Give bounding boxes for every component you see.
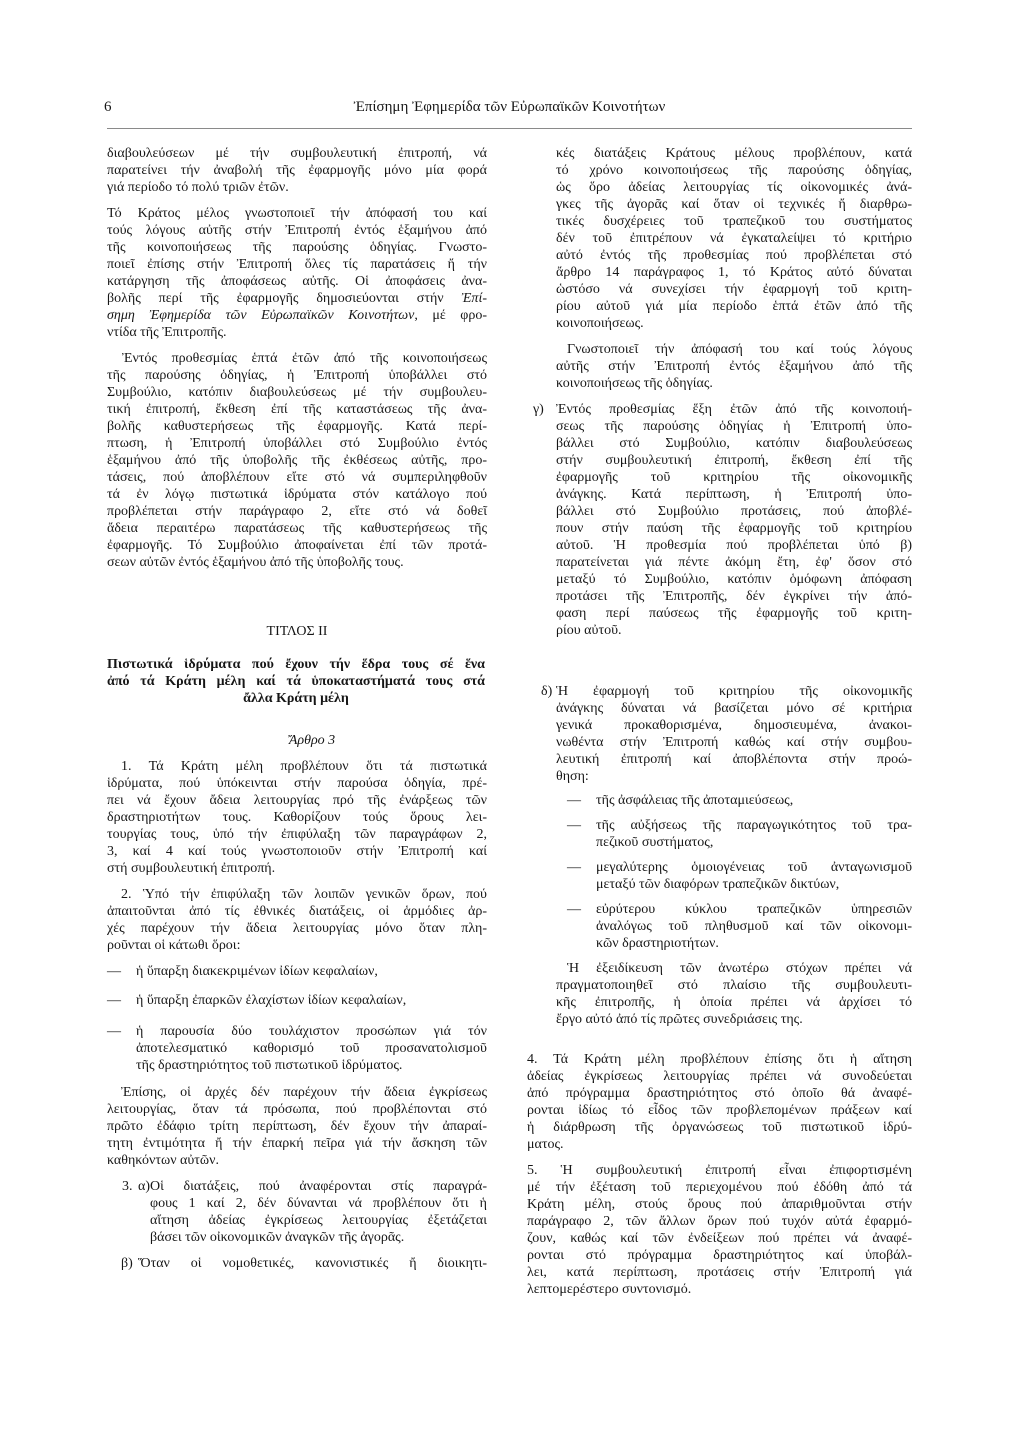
text-line: Ἐπίσης, οἱ ἀρχές δέν παρέχουν τήν ἄδεια ἐγκρίσεως [121, 1085, 487, 1100]
text-line: φαση περί παύσεως τῆς ἐφαρμογῆς τοῦ κριτη- [556, 606, 912, 621]
text-line: ἑξαμήνου ἀπό τῆς ὑποβολῆς τῆς ἐκθέσεως αὐτῆς, προ- [107, 453, 487, 468]
text-line: νωθέντα στήν Ἐπιτροπή καθώς καί στήν συμβου- [556, 735, 912, 750]
text-line: τική ἐπιτροπή, ἔκθεση ἐπί τῆς καταστάσεως τῆς ἀνα- [107, 402, 487, 417]
text-line: Ἡ ἐφαρμογή τοῦ κριτηρίου τῆς οἰκονομικῆς [556, 684, 912, 699]
text-line: τικές δυσχέρειες τοῦ τραπεζικοῦ του συστήματος [556, 214, 912, 229]
text-line: ἡ διάρθρωση τῆς ὀργανώσεως τοῦ πιστωτικοῦ ἱδρύ- [527, 1120, 912, 1135]
text-line: κῆς ἐπιτροπῆς, ἡ ὁποία πρέπει νά ἀρχίσει τό [556, 995, 912, 1010]
dash-marker: — [107, 964, 121, 979]
dash-marker: — [107, 1024, 121, 1039]
text-line: κές διατάξεις Κράτους μέλους προβλέπουν, κατά [556, 146, 912, 161]
item-marker: γ) [533, 402, 544, 417]
item-marker: δ) [541, 684, 553, 699]
text-line: δραστηριοτήτων τους. Καθορίζουν τούς ὅρους λει- [107, 810, 487, 825]
text-line: τά ἐν λόγῳ πιστωτικά ἱδρύματα στόν κατάλογο πού [107, 487, 487, 502]
text-line: Ἐντός προθεσμίας ἕξη ἐτῶν ἀπό τῆς κοινοποιή- [556, 402, 912, 417]
text-line: κοινοποιήσεως. [556, 316, 644, 331]
text-line: μεγαλύτερης ὁμοιογένειας τοῦ ἀνταγωνισμοῦ [596, 860, 912, 875]
paragraph-4 [527, 1051, 912, 1153]
text-line: 4. Τά Κράτη μέλη προβλέπουν ἐπίσης ὅτι ἡ αἴτηση [527, 1052, 912, 1067]
dash-marker: — [107, 993, 121, 1008]
text-line: Κράτη μέλη, στούς ὅρους πού ἀπαριθμοῦνται στήν [527, 1197, 912, 1212]
text-line: μεταξύ τῶν διαφόρων τραπεζικῶν δικτύων, [596, 877, 840, 892]
item-marker: β) [121, 1256, 133, 1271]
paragraph-3a [122, 1178, 487, 1246]
text-line: διαβουλεύσεων μέ τήν συμβουλευτική ἐπιτροπή, νά [107, 146, 487, 161]
text-line: φους 1 καί 2, δέν δύνανται νά προβλέπουν ὅτι ἡ [150, 1196, 487, 1211]
item-c [533, 401, 912, 639]
text-line: ντίδα τῆς Ἐπιτροπῆς. [107, 325, 227, 340]
text-line [107, 290, 487, 307]
objective-item [567, 859, 912, 893]
text-line [107, 307, 487, 324]
text-line: Πιστωτικά ἱδρύματα πού ἔχουν τήν ἕδρα τους σέ ἕνα [107, 657, 485, 672]
text-line: ἱδρύματα, πού ὑπόκεινται στήν παρούσα ὁδηγία, πρέ- [107, 776, 487, 791]
text-line: ἀνάγκης. Κατά περίπτωση, ἡ Ἐπιτροπή ὑπο- [556, 487, 912, 502]
text-line: βολῆς καθυστερήσεως τῆς ἐφαρμογῆς. Κατά περί- [107, 419, 487, 434]
dash-marker: — [567, 793, 581, 808]
text-line: ἡ ὕπαρξη διακεκριμένων ἰδίων κεφαλαίων, [136, 964, 378, 979]
condition-item [107, 963, 487, 980]
item-text [138, 1255, 487, 1272]
item-marker: α) [138, 1179, 150, 1194]
dash-marker: — [567, 818, 581, 833]
paragraph [556, 341, 912, 392]
text-line: λει, κατά περίπτωση, προτάσεις στήν Ἐπιτροπή γιά [527, 1265, 912, 1280]
text-line: τητη ἐντιμότητα ἤ τήν ἐπαρκή πεῖρα γιά τήν ἄσκηση τῶν [107, 1136, 487, 1151]
text-line: 1. Τά Κράτη μέλη προβλέπουν ὅτι τά πιστωτικά [121, 759, 487, 774]
text-line: πρῶτο ἐδάφιο τρίτη περίπτωση, δέν ἔχουν τήν ἀπαραί- [107, 1119, 487, 1134]
text-line: ρίου αὐτοῦ γιά μία περίοδο ἑπτά ἐτῶν ἀπό τῆς [556, 299, 912, 314]
text-line: τάσεις, πού ἀποβλέπουν εἴτε στό νά συμπεριληφθοῦν [107, 470, 487, 485]
objective-item [567, 792, 912, 809]
text-line: λευτική ἐπιτροπή καί ἀποβλέποντα στήν προώ- [556, 752, 912, 767]
text-line: ματος. [527, 1137, 564, 1152]
text-line: χές παρέχουν τήν ἄδεια λειτουργίας μόνο ὅταν πλη- [107, 921, 487, 936]
text-line: Οἱ διατάξεις, πού ἀναφέρονται στίς παραγρά- [150, 1179, 487, 1194]
text-line: ὡστόσο νά συνεχίσει τήν ἐφαρμογή τοῦ κριτη- [556, 282, 912, 297]
text-line: ἄρθρο 14 παράγραφος 1, τό Κράτος αὐτό δύναται [556, 265, 912, 280]
condition-text [136, 963, 487, 980]
text-segment: , μέ φρο- [414, 308, 487, 323]
text-line: μεταξύ τό Συμβούλιο, κατόπιν ὁμόφωνη ἀπόφαση [556, 572, 912, 587]
text-line: λεπτομερέστερο συντονισμό. [527, 1282, 692, 1297]
objective-item [567, 901, 912, 952]
paragraph-1 [107, 758, 487, 877]
text-line: σεως τῆς παρούσης ὁδηγίας ἡ Ἐπιτροπή ὑπο- [556, 419, 912, 434]
title-label: ΤΙΤΛΟΣ II [266, 624, 328, 639]
text-line: Γνωστοποιεῖ τήν ἀπόφασή του καί τούς λόγους [567, 342, 912, 357]
objective-text [596, 817, 912, 851]
text-line: αὐτῆς στήν Ἐπιτροπή ἐντός ἑξαμήνου ἀπό τῆς [556, 359, 912, 374]
text-line: σεων αὐτῶν ἐντός ἑξαμήνου ἀπό τῆς ὑποβολῆς τους. [107, 555, 404, 570]
text-line: βάλλει στό Συμβούλιο, κατόπιν διαβουλεύσεως [556, 436, 912, 451]
text-line: πει νά ἔχουν ἄδεια λειτουργίας πρό τῆς ἐνάρξεως τῶν [107, 793, 487, 808]
text-line: ἔργο αὐτό ἀπό τίς πρῶτες συνεδριάσεις της. [556, 1012, 803, 1027]
paragraph [107, 205, 487, 341]
text-line: Τό Κράτος μέλος γνωστοποιεῖ τήν ἀπόφασή του καί [107, 206, 487, 221]
paragraph-5 [527, 1162, 912, 1298]
text-line: 2. Ὑπό τήν ἐπιφύλαξη τῶν λοιπῶν γενικῶν ὅρων, πού [121, 887, 487, 902]
text-line: λειτουργίας, ὅταν τά πρόσωπα, πού προβλέπονται στό [107, 1102, 487, 1117]
objective-text [596, 859, 912, 893]
text-line: αἴτηση ἀδείας ἐγκρίσεως λειτουργίας ἐξετάζεται [150, 1213, 487, 1228]
text-line: ἡ παρουσία δύο τουλάχιστον προσώπων γιά τόν [136, 1024, 487, 1039]
text-line: ἀνάγκης δύναται νά βασίζεται μόνο σέ κριτήρια [556, 701, 912, 716]
text-line: ἄλλα Κράτη μέλη [243, 691, 349, 706]
text-line: γιά περίοδο τό πολύ τριῶν ἐτῶν. [107, 180, 289, 195]
text-line: Ἡ ἐξειδίκευση τῶν ἀνωτέρω στόχων πρέπει νά [567, 961, 912, 976]
text-line: προβλέπεται στήν παράγραφο 2, εἴτε στό νά δοθεῖ [107, 504, 487, 519]
text-line: ἄδεια περαιτέρω παρατάσεως τῆς καθυστερήσεως τῆς [107, 521, 487, 536]
text-line: ἀποτελεσματικό καθορισμό τοῦ προσανατολισμοῦ [136, 1041, 487, 1056]
paragraph [107, 1084, 487, 1169]
text-line: ρίου αὐτοῦ. [556, 623, 622, 638]
paragraph-number: 3. [122, 1179, 133, 1194]
text-line: κοινοποιήσεως τῆς ὁδηγίας. [556, 376, 713, 391]
dash-marker: — [567, 860, 581, 875]
text-line: 3, καί 4 καί τούς γνωστοποιοῦν στήν Ἐπιτροπή καί [107, 844, 487, 859]
text-line: ζουν, καθώς καί τῶν ἐνδείξεων πού πρέπει νά ἀναφέ- [527, 1231, 912, 1246]
text-line: παρατείνει τήν ἀναβολή τῆς ἐφαρμογῆς μόνο μία φορά [107, 163, 487, 178]
text-segment: βολῆς περί τῆς ἐφαρμογῆς δημοσιεύονται στήν [107, 291, 462, 306]
text-line: ὡς ὅρο ἀδείας λειτουργίας τίς οἰκονομικές ἀνά- [556, 180, 912, 195]
text-line: ἐφαρμογῆς. Τό Συμβούλιο ἀποφαίνεται ἐπί τῶν προτά- [107, 538, 487, 553]
text-line: μέ τήν ἐξέταση τοῦ περιεχομένου πού ἐδόθη ἀπό τά [527, 1180, 912, 1195]
text-line: πραγματοποιηθεῖ στό πλαίσιο τῆς συμβουλευτι- [556, 978, 912, 993]
text-line: θηση: [556, 769, 589, 784]
text-line: καθηκόντων αὐτῶν. [107, 1153, 219, 1168]
condition-item [107, 992, 487, 1009]
objective-item [567, 817, 912, 851]
text-line: παρατείνεται γιά πέντε ἀκόμη ἔτη, ἐφ' ὅσον στό [556, 555, 912, 570]
title-heading [107, 656, 485, 707]
text-line: τούς λόγους αὐτῆς στήν Ἐπιτροπή ἐντός ἑξαμήνου ἀπό [107, 223, 487, 238]
page-number: 6 [104, 99, 112, 115]
text-line: τουργίας τους, ὑπό τήν ἐπιφύλαξη τῶν παραγράφων 2, [107, 827, 487, 842]
item-text [556, 401, 912, 639]
text-line: τῆς ἀσφάλειας τῆς ἀποταμιεύσεως, [596, 793, 794, 808]
header-rule [107, 128, 912, 129]
text-line: πουν στήν παύση τῆς ἐφαρμογῆς τοῦ κριτηρίου [556, 521, 912, 536]
text-line: Συμβούλιο, κατόπιν διαβουλεύσεως μέ τήν συμβουλευ- [107, 385, 487, 400]
text-line: τῆς παρούσης ὁδηγίας, ἡ Ἐπιτροπή ὑποβάλλει στό [107, 368, 487, 383]
text-line: τό χρόνο κοινοποιήσεως τῆς παρούσης ὁδηγίας, [556, 163, 912, 178]
text-line: κατάργηση τῆς ἀποφάσεως αὐτῆς. Οἱ ἀποφάσεις ἀνα- [107, 274, 487, 289]
text-line: πτωση, ἡ Ἐπιτροπή ὑποβάλλει στό Συμβούλιο ἐντός [107, 436, 487, 451]
text-line: κῶν δραστηριοτήτων. [596, 936, 719, 951]
italic-segment: σημη Ἐφημερίδα τῶν Εὐρωπαϊκῶν Κοινοτήτων [107, 308, 415, 323]
item-text [556, 683, 912, 785]
text-line: στή συμβουλευτική ἐπιτροπή. [107, 861, 276, 876]
italic-segment: Ἐπί- [461, 291, 487, 306]
text-line: πεζικοῦ συστήματος, [596, 835, 714, 850]
text-line: βάσει τῶν οἰκονομικῶν ἀναγκῶν τῆς ἀγορᾶς. [150, 1230, 405, 1245]
text-line: παράγραφο 2, τῶν ἄλλων ὅρων πού τυχόν αὐτά ἐφαρμό- [527, 1214, 912, 1229]
paragraph-continued [107, 145, 487, 196]
item-d [541, 683, 912, 785]
text-line: ρονται ἰδίως τό εἶδος τῶν προβλεπομένων πράξεων καί [527, 1103, 912, 1118]
text-line: ἐφαρμογῆς τοῦ κριτηρίου τῆς οἰκονομικῆς [556, 470, 912, 485]
condition-text [136, 992, 487, 1009]
text-line: 5. Ἡ συμβουλευτική ἐπιτροπή εἶναι ἐπιφορτισμένη [527, 1163, 912, 1178]
text-line: ροῦνται οἱ κάτωθι ὅροι: [107, 938, 241, 953]
condition-item [107, 1023, 487, 1074]
item-text [150, 1178, 487, 1246]
text-line: γκες τῆς ἀγορᾶς καί ὅταν οἱ τεχνικές ἤ διαρθρω- [556, 197, 912, 212]
text-line: τῆς αὐξήσεως τῆς παραγωγικότητος τοῦ τρα- [596, 818, 912, 833]
paragraph [107, 350, 487, 571]
text-line: Ὅταν οἱ νομοθετικές, κανονιστικές ἤ διοικητι- [138, 1256, 487, 1271]
text-line: στήν συμβουλευτική ἐπιτροπή, ἔκθεση ἐπί τῆς [556, 453, 912, 468]
text-line: ἡ ὕπαρξη ἐπαρκῶν ἐλαχίστων ἰδίων κεφαλαίων, [136, 993, 407, 1008]
text-line: εὐρύτερου κύκλου τραπεζικῶν ὑπηρεσιῶν [596, 902, 912, 917]
text-line: ἀδείας ἐγκρίσεως λειτουργίας πρέπει νά συνοδεύεται [527, 1069, 912, 1084]
objective-text [596, 901, 912, 952]
paragraph-3b [121, 1255, 487, 1272]
text-line: τῆς κοινοποιήσεως τῆς παρούσης ὁδηγίας. Γνωστο- [107, 240, 487, 255]
text-line: τῆς δραστηριότητος τοῦ πιστωτικοῦ ἱδρύματος. [136, 1058, 403, 1073]
text-line: βάλλει στό Συμβούλιο προτάσεις, πού ἀποβλέ- [556, 504, 912, 519]
objective-text [596, 792, 912, 809]
text-line: ἀπό πρόγραμμα δραστηριότητος στό ὁποῖο θά ἀναφέ- [527, 1086, 912, 1101]
dash-marker: — [567, 902, 581, 917]
text-line: Ἐντός προθεσμίας ἑπτά ἐτῶν ἀπό τῆς κοινοποιήσεως [122, 351, 487, 366]
text-line: προτάσει τῆς Ἐπιτροπῆς, δέν ἐγκρίνει τήν ἀπό- [556, 589, 912, 604]
paragraph-continued [556, 145, 912, 332]
text-line: ρονται στό πρόγραμμα δραστηριότητος καί ὑποβάλ- [527, 1248, 912, 1263]
text-line: δέν τοῦ ἐπιτρέπουν νά ἐγκαταλείψει τό κριτήριο [556, 231, 912, 246]
text-line: αὐτοῦ. Ἡ προθεσμία πού προβλέπεται ὑπό β) [556, 538, 912, 553]
article-label: Ἄρθρο 3 [288, 733, 336, 748]
paragraph [556, 960, 912, 1028]
text-line: ἀπό τά Κράτη μέλη καί τά ὑποκαταστήματά τους στά [107, 674, 485, 689]
text-line: ἀπαιτοῦνται ἀπό τίς ἐθνικές διατάξεις, οἱ ἁρμόδιες ἀρ- [107, 904, 487, 919]
text-line: αὐτό ἐντός τῆς προθεσμίας πού προβλέπεται στό [556, 248, 912, 263]
condition-text [136, 1023, 487, 1074]
text-line: γενικά προκαθορισμένα, δημοσιευμένα, ἀνακοι- [556, 718, 912, 733]
paragraph-2 [107, 886, 487, 954]
journal-title: Ἐπίσημη Ἐφημερίδα τῶν Εὐρωπαϊκῶν Κοινοτήτων [353, 99, 666, 115]
text-line: ἀναλόγως τοῦ πληθυσμοῦ καί τῶν οἰκονομι- [596, 919, 912, 934]
text-line: ποιεῖ ἐπίσης στήν Ἐπιτροπή ὅλες τίς παρατάσεις ἤ τήν [107, 257, 487, 272]
